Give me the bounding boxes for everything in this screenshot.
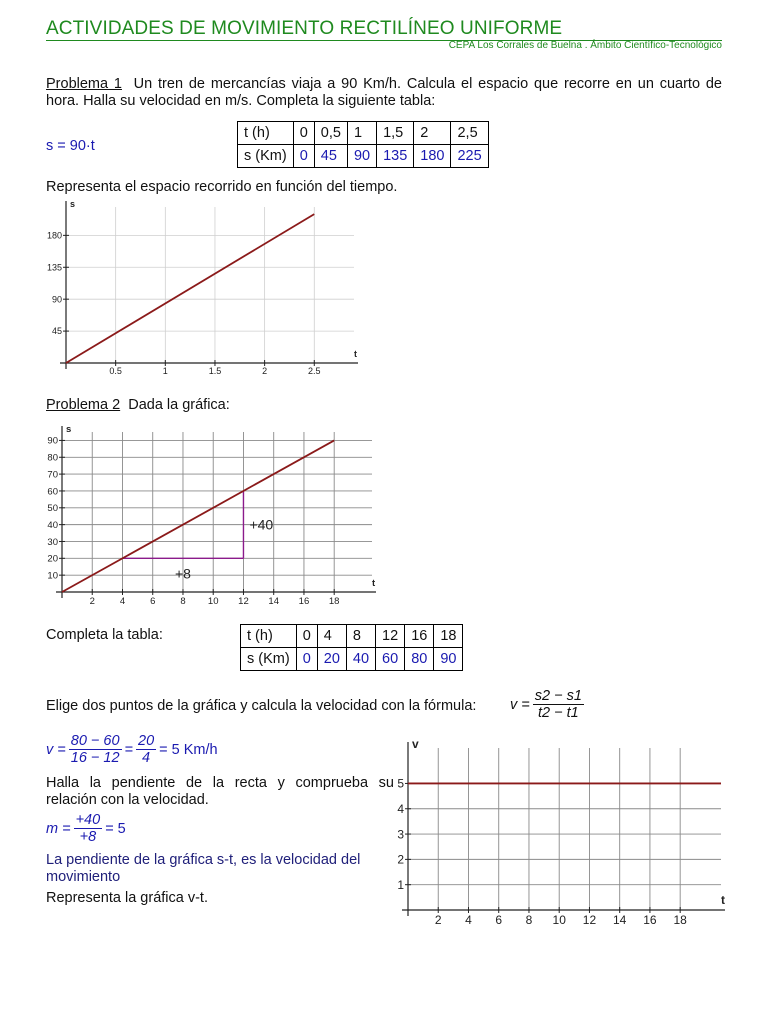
y-tick-label: 60 <box>47 486 58 498</box>
problem2-label: Problema 2 <box>46 397 121 413</box>
problem1-label: Problema 1 <box>46 76 122 92</box>
table-cell: 45 <box>314 145 347 168</box>
y-tick-label: 2 <box>397 852 404 867</box>
table-cell: 16 <box>405 625 434 648</box>
x-tick-label: 4 <box>119 596 126 607</box>
formula-denominator: t2 − t1 <box>537 705 579 721</box>
y-tick-label: 3 <box>397 827 404 842</box>
problem1-formula: s = 90·t <box>46 138 95 154</box>
y-tick-label: 50 <box>47 503 58 515</box>
table-cell: 135 <box>377 145 414 168</box>
formula-fraction <box>533 688 584 721</box>
problem2-text <box>46 397 230 414</box>
table-cell: 1,5 <box>377 122 414 145</box>
table-header-cell: s (Km) <box>238 145 294 168</box>
y-tick-label: 40 <box>47 519 58 531</box>
problem1-graph-prompt: Representa el espacio recorrido en función del tiempo. <box>46 179 398 195</box>
table-cell: 90 <box>434 648 463 671</box>
table-row <box>238 122 489 145</box>
x-tick-label: 8 <box>525 913 533 927</box>
table-row <box>238 145 489 168</box>
x-tick-label: 16 <box>643 913 657 927</box>
x-tick-label: 0.5 <box>109 366 122 376</box>
table-cell: 12 <box>376 625 405 648</box>
y-tick-label: 5 <box>397 776 404 791</box>
x-axis-label: t <box>372 578 376 589</box>
series-line <box>66 214 314 363</box>
problem2-table <box>240 624 463 671</box>
formula-numerator: s2 − s1 <box>534 688 582 704</box>
page-subtitle: CEPA Los Corrales de Buelna . Ámbito Científico-Tecnológico <box>448 40 722 51</box>
y-tick-label: 20 <box>47 553 58 565</box>
calc-v-fraction2 <box>136 733 156 766</box>
calc-v-num1: 80 − 60 <box>70 733 120 749</box>
slope-rise-label: +40 <box>249 516 274 533</box>
x-tick-label: 12 <box>582 913 597 927</box>
x-tick-label: 2.5 <box>308 366 321 376</box>
y-tick-label: 1 <box>397 877 404 892</box>
table-cell: 2,5 <box>451 122 488 145</box>
calc-v-num2: 20 <box>138 733 155 749</box>
y-axis-label: v <box>412 738 419 751</box>
calc-v-den1: 16 − 12 <box>70 750 120 766</box>
calc-m-lhs: m = <box>46 820 71 837</box>
velocity-formula <box>510 688 584 721</box>
problem2-statement: Dada la gráfica: <box>128 397 230 413</box>
table-cell: 225 <box>451 145 488 168</box>
x-tick-label: 4 <box>465 913 472 927</box>
problem1-statement: Un tren de mercancías viaja a 90 Km/h. Calcula el espacio que recorre en un cuarto de hora. Halla su velocidad en m/s. Completa la siguiente tabla: <box>46 76 722 109</box>
calc-v-result: = 5 Km/h <box>159 741 218 758</box>
y-tick-label: 135 <box>46 262 62 273</box>
x-tick-label: 16 <box>298 596 310 607</box>
x-axis-label: t <box>354 349 357 359</box>
calc-v-den2: 4 <box>142 750 151 766</box>
table-header-cell: s (Km) <box>241 648 297 671</box>
x-tick-label: 10 <box>552 913 566 927</box>
equals-sign: = <box>124 741 134 758</box>
problem1-table <box>237 121 489 168</box>
calc-v-lhs: v = <box>46 741 66 758</box>
x-tick-label: 8 <box>180 596 186 607</box>
x-tick-label: 14 <box>613 913 627 927</box>
table-row <box>241 625 463 648</box>
table-cell: 1 <box>347 122 376 145</box>
x-tick-label: 18 <box>328 596 340 607</box>
y-tick-label: 45 <box>51 326 62 337</box>
problem1-text <box>46 76 722 110</box>
vt-prompt: Representa la gráfica v-t. <box>46 890 208 906</box>
x-tick-label: 6 <box>150 596 156 607</box>
table-cell: 60 <box>376 648 405 671</box>
x-tick-label: 14 <box>268 596 279 607</box>
x-tick-label: 2 <box>262 366 268 376</box>
st-chart-problem2 <box>36 418 381 610</box>
table-row <box>241 648 463 671</box>
y-axis-label: s <box>70 199 76 209</box>
table-cell: 80 <box>405 648 434 671</box>
velocity-calculation <box>46 733 218 766</box>
y-axis-label: s <box>66 424 72 435</box>
x-tick-label: 2 <box>434 913 442 927</box>
table-cell: 0 <box>296 648 317 671</box>
table-cell: 0,5 <box>314 122 347 145</box>
x-tick-label: 10 <box>207 596 219 607</box>
series-line <box>62 440 334 592</box>
table-cell: 180 <box>414 145 451 168</box>
y-tick-label: 70 <box>47 469 58 481</box>
table-cell: 0 <box>293 122 314 145</box>
table-cell: 40 <box>346 648 375 671</box>
conclusion-text: La pendiente de la gráfica s-t, es la velocidad del movimiento <box>46 852 361 885</box>
table-cell: 18 <box>434 625 463 648</box>
page-title: ACTIVIDADES DE MOVIMIENTO RECTILÍNEO UNIFORME <box>46 18 563 39</box>
x-tick-label: 6 <box>495 913 503 927</box>
x-tick-label: 1.5 <box>208 366 222 376</box>
vt-chart <box>395 738 730 936</box>
table-cell: 4 <box>317 625 346 648</box>
y-tick-label: 180 <box>46 230 62 241</box>
table-cell: 90 <box>347 145 376 168</box>
x-tick-label: 2 <box>89 596 95 607</box>
table-header-cell: t (h) <box>238 122 294 145</box>
table-cell: 2 <box>414 122 451 145</box>
slope-run-label: +8 <box>174 565 191 582</box>
y-tick-label: 4 <box>397 801 404 816</box>
y-tick-label: 80 <box>47 452 58 464</box>
slope-calculation <box>46 812 126 845</box>
y-tick-label: 30 <box>47 536 58 548</box>
calc-v-fraction1 <box>69 733 122 766</box>
x-tick-label: 18 <box>673 913 687 927</box>
calc-m-result: = 5 <box>105 820 126 837</box>
calc-m-num: +40 <box>75 812 101 828</box>
y-tick-label: 90 <box>51 294 62 305</box>
table-cell: 8 <box>346 625 375 648</box>
table-cell: 0 <box>293 145 314 168</box>
st-chart-problem1 <box>36 195 366 380</box>
table-header-cell: t (h) <box>241 625 297 648</box>
y-tick-label: 90 <box>47 435 58 447</box>
x-tick-label: 1 <box>162 366 168 376</box>
x-tick-label: 12 <box>238 596 249 607</box>
y-tick-label: 10 <box>47 570 58 582</box>
velocity-prompt: Elige dos puntos de la gráfica y calcula la velocidad con la fórmula: <box>46 698 477 714</box>
problem2-table-prompt: Completa la tabla: <box>46 627 163 643</box>
table-cell: 0 <box>296 625 317 648</box>
formula-lhs: v = <box>510 696 530 713</box>
calc-m-den: +8 <box>79 829 97 845</box>
calc-m-fraction <box>74 812 103 845</box>
slope-prompt: Halla la pendiente de la recta y comprueba su relación con la velocidad. <box>46 775 394 808</box>
table-cell: 20 <box>317 648 346 671</box>
x-axis-label: t <box>721 893 725 907</box>
